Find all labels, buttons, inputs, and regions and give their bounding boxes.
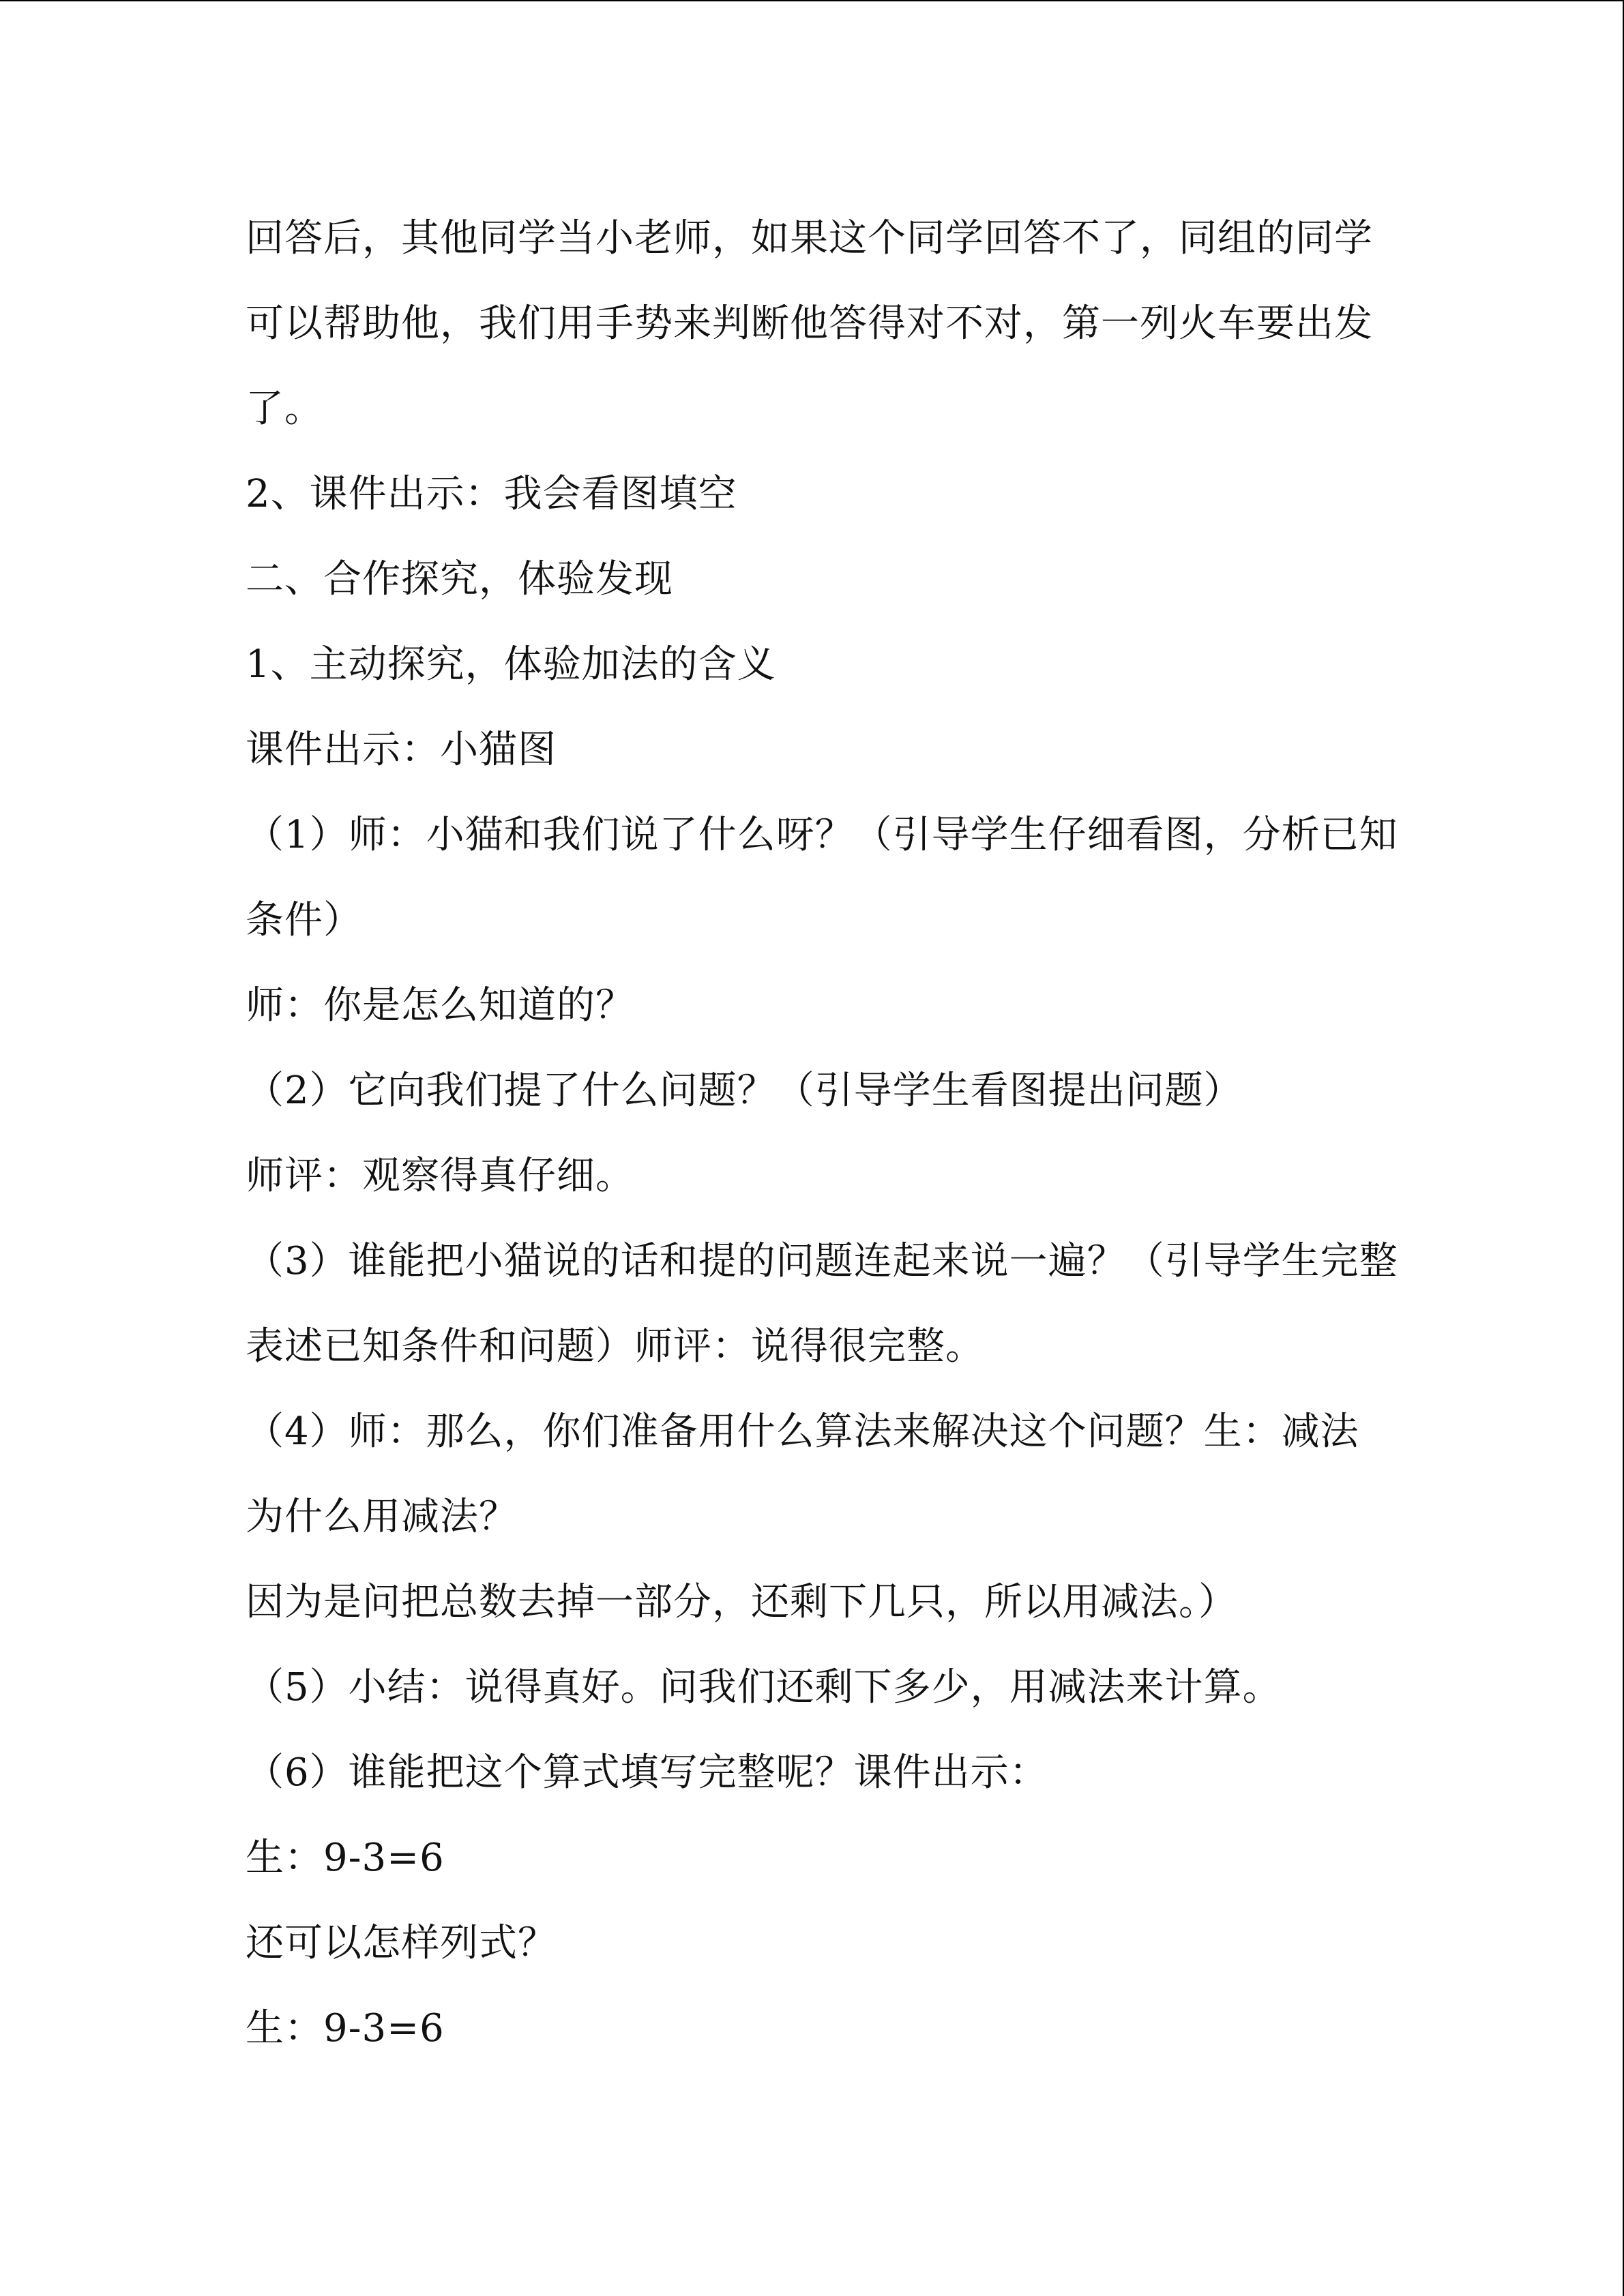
text-line: 还可以怎样列式？ (246, 1921, 557, 1965)
text-line: 课件出示：小猫图 (246, 728, 557, 772)
text-line: 生：9-3=6 (246, 1836, 445, 1880)
text-line: 师：你是怎么知道的？ (246, 983, 634, 1028)
text-line: （1）师：小猫和我们说了什么呀？（引导学生仔细看图，分析已知 (246, 813, 1398, 857)
text-line: （3）谁能把小猫说的话和提的问题连起来说一遍？（引导学生完整 (246, 1239, 1398, 1283)
top-border (0, 0, 1624, 1)
text-line: 了。 (246, 387, 323, 431)
text-line: （4）师：那么，你们准备用什么算法来解决这个问题？生：减法 (246, 1410, 1359, 1454)
text-line: 2、课件出示：我会看图填空 (246, 472, 737, 516)
text-line: 表述已知条件和问题）师评：说得很完整。 (246, 1324, 984, 1369)
text-line: 1、主动探究，体验加法的含义 (246, 642, 776, 687)
text-line: 可以帮助他，我们用手势来判断他答得对不对，第一列火车要出发 (246, 301, 1373, 346)
text-line: （2）它向我们提了什么问题？（引导学生看图提出问题） (246, 1069, 1243, 1113)
text-line: 因为是问把总数去掉一部分，还剩下几只，所以用减法。） (246, 1580, 1237, 1624)
text-line: 为什么用减法？ (246, 1495, 518, 1539)
text-line: 二、合作探究，体验发现 (246, 557, 673, 601)
text-line: （5）小结：说得真好。问我们还剩下多少，用减法来计算。 (246, 1665, 1282, 1710)
text-line: 师评：观察得真仔细。 (246, 1154, 634, 1198)
text-line: 生：9-3=6 (246, 2006, 445, 2051)
text-line: 条件） (246, 898, 362, 942)
text-line: （6）谁能把这个算式填写完整呢？课件出示： (246, 1750, 1048, 1795)
text-line: 回答后，其他同学当小老师，如果这个同学回答不了，同组的同学 (246, 216, 1373, 260)
